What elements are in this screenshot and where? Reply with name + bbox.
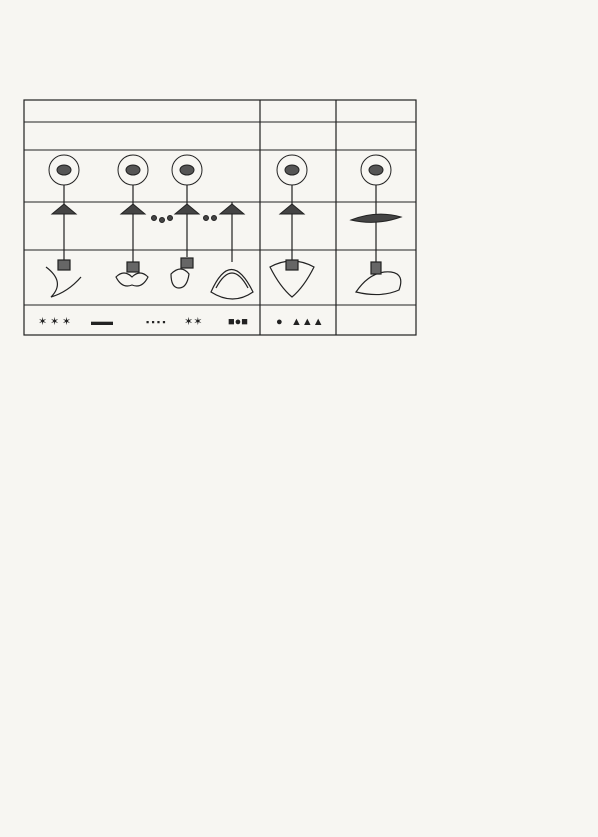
svg-text:▬▬: ▬▬ bbox=[91, 316, 113, 328]
receptor-symbol-row bbox=[38, 316, 324, 328]
svg-text:■●■: ■●■ bbox=[228, 316, 248, 328]
svg-text:▪ ▪ ▪ ▪: ▪ ▪ ▪ ▪ bbox=[146, 317, 166, 327]
figure-24 bbox=[6, 92, 418, 497]
svg-text:✶✶: ✶✶ bbox=[184, 316, 203, 328]
organ-illustrations bbox=[46, 258, 401, 299]
ganglion-icon bbox=[52, 204, 401, 223]
svg-text:●: ● bbox=[276, 316, 283, 328]
spinal-segment-icon bbox=[49, 155, 391, 185]
svg-text:✶ ✶ ✶: ✶ ✶ ✶ bbox=[38, 316, 72, 328]
mediator-diagram bbox=[6, 92, 418, 342]
svg-text:▲▲▲: ▲▲▲ bbox=[291, 316, 324, 328]
